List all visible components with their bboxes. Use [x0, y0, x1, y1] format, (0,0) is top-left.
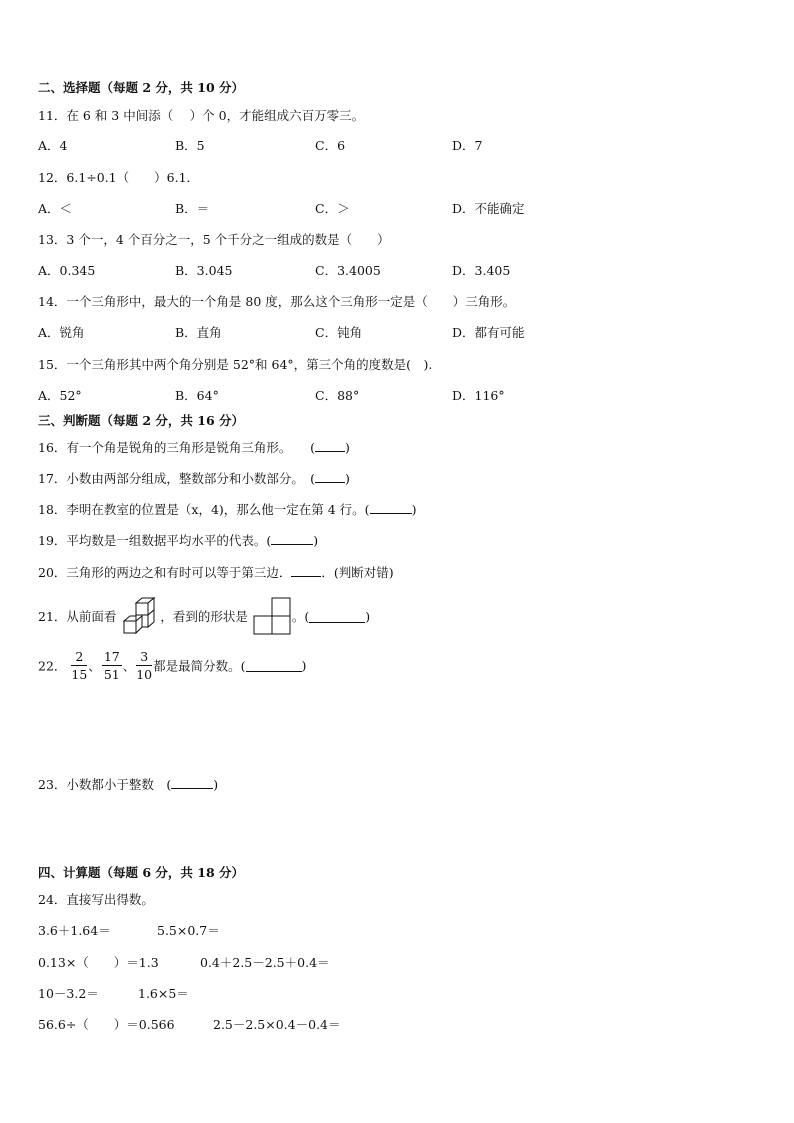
q21-answer-blank[interactable] — [309, 610, 365, 623]
calc-item: 3.6＋1.64＝ — [38, 923, 111, 938]
question-23 — [38, 775, 218, 793]
calc-item: 1.6×5＝ — [138, 986, 189, 1001]
fraction-denominator: 10 — [136, 667, 153, 682]
q22-close: ) — [301, 658, 307, 673]
q20-answer-blank[interactable] — [291, 564, 321, 577]
q18-text: 18．李明在教室的位置是（x，4)，那么他一定在第 4 行。( — [38, 502, 370, 517]
q16-close: ) — [345, 440, 350, 455]
question-13-stem: 13．3 个一，4 个百分之一，5 个千分之一组成的数是（ ） — [38, 232, 390, 247]
q14-option-c: C．钝角 — [315, 325, 363, 340]
q18-answer-blank[interactable] — [370, 501, 412, 514]
question-20 — [38, 563, 394, 581]
q21-text-end: 。( — [291, 609, 310, 624]
fraction-17-51 — [102, 648, 122, 683]
q18-close: ) — [411, 502, 417, 517]
calc-item: 0.13×（ ）＝1.3 — [38, 955, 159, 970]
q20-text: 20．三角形的两边之和有时可以等于第三边． — [38, 565, 292, 580]
q12-option-d: D．不能确定 — [452, 201, 525, 216]
q11-option-b: B．5 — [175, 138, 205, 153]
question-14-stem: 14．一个三角形中，最大的一个角是 80 度，那么这个三角形一定是（ ）三角形。 — [38, 294, 516, 309]
q23-close: ) — [213, 777, 219, 792]
calc-item: 56.6÷（ ）＝0.566 — [38, 1017, 175, 1032]
q23-answer-blank[interactable] — [171, 776, 213, 789]
calc-item: 2.5－2.5×0.4－0.4＝ — [213, 1017, 341, 1032]
q21-text-start: 21．从前面看 — [38, 609, 117, 624]
q17-answer-blank[interactable] — [315, 470, 345, 483]
q13-option-c: C．3.4005 — [315, 263, 381, 278]
q14-option-b: B．直角 — [175, 325, 222, 340]
calc-item: 10－3.2＝ — [38, 986, 99, 1001]
q21-text-mid: ，看到的形状是 — [160, 609, 248, 624]
fraction-separator: 、 — [122, 658, 136, 674]
fraction-denominator: 51 — [103, 667, 120, 682]
q13-option-a: A．0.345 — [38, 263, 96, 278]
front-view-grid-icon — [252, 596, 292, 636]
q14-option-a: A．锐角 — [38, 325, 85, 340]
q11-option-c: C．6 — [315, 138, 346, 153]
q15-option-c: C．88° — [315, 388, 360, 403]
q20-suffix: ．(判断对错) — [321, 565, 394, 580]
q15-option-b: B．64° — [175, 388, 219, 403]
question-24-stem: 24．直接写出得数。 — [38, 892, 154, 907]
calc-item: 5.5×0.7＝ — [157, 923, 220, 938]
q21-close: ) — [365, 608, 371, 624]
question-15-stem: 15．一个三角形其中两个角分别是 52°和 64°，第三个角的度数是( ). — [38, 357, 433, 372]
q13-option-b: B．3.045 — [175, 263, 233, 278]
question-12-stem: 12．6.1÷0.1（ ）6.1． — [38, 170, 200, 185]
fraction-3-10 — [136, 648, 152, 683]
q22-prefix: 22． — [38, 658, 67, 674]
question-18 — [38, 500, 416, 518]
fraction-2-15 — [71, 648, 87, 683]
fraction-denominator: 15 — [71, 667, 88, 682]
q15-option-a: A．52° — [38, 388, 82, 403]
q19-text: 19．平均数是一组数据平均水平的代表。( — [38, 533, 272, 548]
question-21 — [38, 596, 370, 636]
cube-stack-icon — [120, 596, 156, 636]
question-17 — [38, 469, 350, 487]
q22-text: 都是最简分数。( — [153, 658, 246, 674]
section-header-judgment: 三、判断题（每题 2 分，共 16 分） — [38, 413, 245, 428]
q12-option-c: C．＞ — [315, 201, 350, 216]
q23-text: 23．小数都小于整数 ( — [38, 777, 172, 792]
q17-text: 17．小数由两部分组成，整数部分和小数部分。 ( — [38, 471, 316, 486]
q19-answer-blank[interactable] — [271, 532, 313, 545]
q12-option-a: A．＜ — [38, 201, 73, 216]
fraction-separator: 、 — [88, 658, 101, 674]
section-header-calculation: 四、计算题（每题 6 分，共 18 分） — [38, 865, 245, 880]
section-header-choice: 二、选择题（每题 2 分，共 10 分） — [38, 80, 245, 95]
fraction-numerator: 17 — [103, 649, 120, 664]
fraction-numerator: 2 — [71, 648, 87, 666]
q16-answer-blank[interactable] — [315, 439, 345, 452]
question-22 — [38, 648, 306, 683]
calc-item: 0.4＋2.5－2.5＋0.4＝ — [200, 955, 330, 970]
q17-close: ) — [345, 471, 350, 486]
q11-option-a: A．4 — [38, 138, 68, 153]
q15-option-d: D．116° — [452, 388, 505, 403]
q12-option-b: B．＝ — [175, 201, 210, 216]
q19-close: ) — [313, 533, 319, 548]
fraction-numerator: 3 — [136, 648, 152, 666]
q11-option-d: D．7 — [452, 138, 483, 153]
q22-answer-blank[interactable] — [246, 659, 302, 672]
question-16 — [38, 438, 350, 456]
q13-option-d: D．3.405 — [452, 263, 511, 278]
question-19 — [38, 531, 318, 549]
question-11-stem: 11．在 6 和 3 中间添（ ）个 0，才能组成六百万零三。 — [38, 108, 365, 123]
q14-option-d: D．都有可能 — [452, 325, 525, 340]
q16-text: 16．有一个角是锐角的三角形是锐角三角形。 ( — [38, 440, 316, 455]
